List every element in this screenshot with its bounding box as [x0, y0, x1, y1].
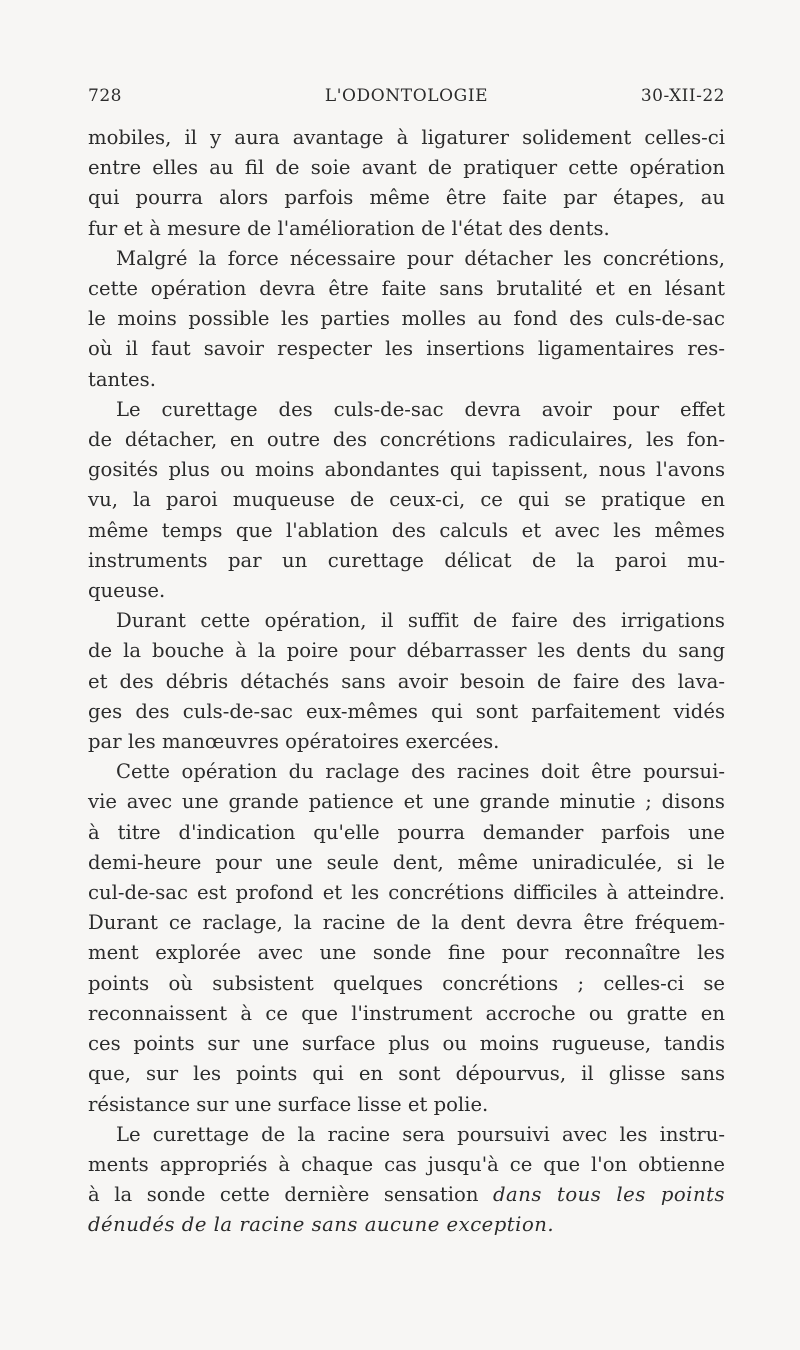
text-line: et des débris détachés sans avoir besoin de faire des lava- — [88, 669, 725, 693]
text-line: ment explorée avec une sonde fine pour reconnaître les — [88, 941, 725, 965]
text-line: cul-de-sac est profond et les concrétions difficiles à atteindre. — [88, 881, 725, 905]
text-line: Cette opération du raclage des racines doit être poursui- — [116, 760, 725, 784]
text-line: Le curettage de la racine sera poursuivi avec les instru- — [116, 1122, 725, 1146]
italic-emphasis: dans tous les points — [493, 1183, 725, 1207]
text-line: instruments par un curettage délicat de la paroi mu- — [88, 548, 725, 572]
text-line: ges des culs-de-sac eux-mêmes qui sont parfaitement vidés — [88, 699, 725, 723]
text-line: même temps que l'ablation des calculs et avec les mêmes — [88, 518, 725, 542]
paragraph — [88, 606, 725, 757]
paragraph — [88, 244, 725, 395]
text-line: gosités plus ou moins abondantes qui tapissent, nous l'avons — [88, 458, 725, 482]
text-line: ces points sur une surface plus ou moins rugueuse, tandis — [88, 1032, 725, 1056]
text-line: points où subsistent quelques concrétions ; celles-ci se — [88, 971, 725, 995]
text-line: Durant cette opération, il suffit de faire des irrigations — [116, 609, 725, 633]
page-number: 728 — [88, 86, 122, 106]
text-line: par les manœuvres opératoires exercées. — [88, 730, 500, 754]
journal-title: L'ODONTOLOGIE — [324, 86, 489, 106]
text-line: Malgré la force nécessaire pour détacher les concrétions, — [116, 246, 725, 270]
text-line: de la bouche à la poire pour débarrasser les dents du sang — [88, 639, 725, 663]
running-head — [88, 86, 725, 116]
text-line: Le curettage des culs-de-sac devra avoir pour effet — [116, 397, 725, 421]
paragraph — [88, 757, 725, 1119]
text-line: de détacher, en outre des concrétions radiculaires, les fon- — [88, 428, 725, 452]
text-line — [88, 1180, 725, 1210]
text-line: demi-heure pour une seule dent, même uniradiculée, si le — [88, 850, 725, 874]
italic-emphasis: dénudés de la racine sans aucune exception. — [88, 1213, 555, 1237]
text-line: qui pourra alors parfois même être faite par étapes, au — [88, 186, 725, 210]
text-line: vu, la paroi muqueuse de ceux-ci, ce qui se pratique en — [88, 488, 725, 512]
text-line: tantes. — [88, 367, 156, 391]
text-line: entre elles au fil de soie avant de pratiquer cette opération — [88, 156, 725, 180]
text-line-roman: à la sonde cette dernière sensation — [88, 1183, 479, 1207]
text-line: à titre d'indication qu'elle pourra demander parfois une — [88, 820, 725, 844]
text-line: reconnaissent à ce que l'instrument accroche ou gratte en — [88, 1001, 725, 1025]
text-line: vie avec une grande patience et une grande minutie ; disons — [88, 790, 725, 814]
text-line: le moins possible les parties molles au fond des culs-de-sac — [88, 307, 725, 331]
paragraph — [88, 1120, 725, 1241]
text-line: où il faut savoir respecter les insertions ligamentaires res- — [88, 337, 725, 361]
text-line: que, sur les points qui en sont dépourvus, il glisse sans — [88, 1062, 725, 1086]
paragraph — [88, 123, 725, 244]
issue-date: 30-XII-22 — [640, 86, 725, 106]
text-line: fur et à mesure de l'amélioration de l'état des dents. — [88, 216, 610, 240]
text-line: Durant ce raclage, la racine de la dent devra être fréquem- — [88, 911, 725, 935]
text-line: cette opération devra être faite sans brutalité et en lésant — [88, 277, 725, 301]
text-line: queuse. — [88, 579, 166, 603]
body-text — [88, 123, 725, 1241]
paragraph — [88, 395, 725, 606]
text-line: ments appropriés à chaque cas jusqu'à ce que l'on obtienne — [88, 1152, 725, 1176]
text-line: mobiles, il y aura avantage à ligaturer solidement celles-ci — [88, 126, 725, 149]
text-line: résistance sur une surface lisse et polie. — [88, 1092, 489, 1116]
text-line — [88, 1210, 725, 1240]
